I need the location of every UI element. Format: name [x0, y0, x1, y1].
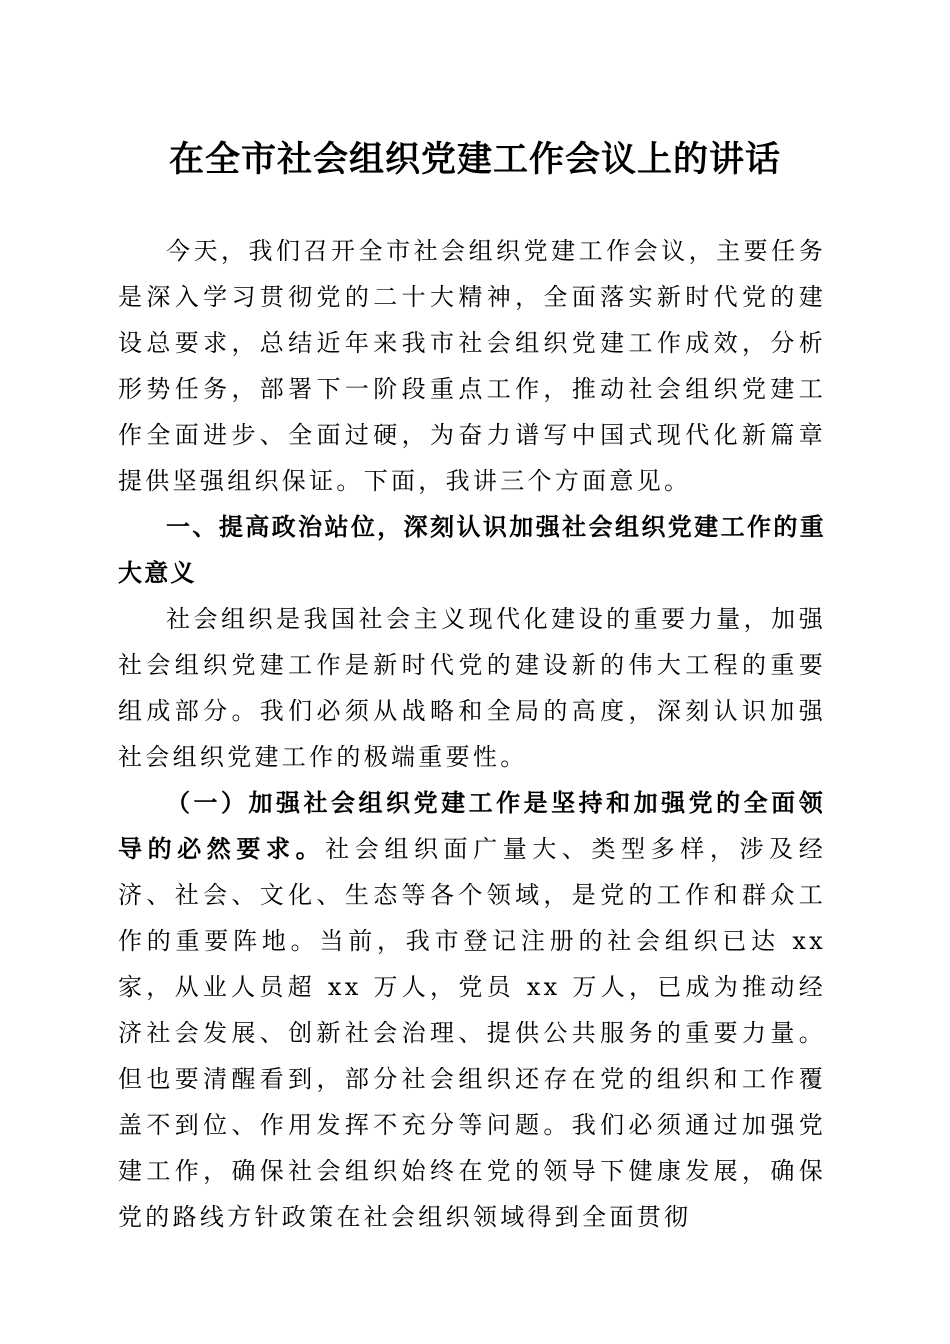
section-heading: 一、提高政治站位，深刻认识加强社会组织党建工作的重大意义: [118, 513, 826, 587]
document-title: 在全市社会组织党建工作会议上的讲话: [168, 140, 781, 180]
subsection-text: 社会组织面广量大、类型多样，涉及经济、社会、文化、生态等各个领域，是党的工作和群众工作的重要阵地。当前，我市登记注册的社会组织已达 xx 家，从业人员超 xx 万人，党员 xx 万人，已成为推动经济社会发展、创新社会治理、提供公共服务的重要力量。但也要清醒看到，部分社会组织还存在党的组织和工作覆盖不到位、作用发挥不充分等问题。我们必须通过加强党建工作，确保社会组织始终在党的领导下健康发展，确保党的路线方针政策在社会组织领域得到全面贯彻: [118, 835, 826, 1231]
document-body: [118, 228, 826, 1240]
section-paragraph: 社会组织是我国社会主义现代化建设的重要力量，加强社会组织党建工作是新时代党的建设新的伟大工程的重要组成部分。我们必须从战略和全局的高度，深刻认识加强社会组织党建工作的极端重要性。: [118, 605, 826, 771]
subsection-paragraph: [118, 780, 826, 1240]
intro-paragraph: 今天，我们召开全市社会组织党建工作会议，主要任务是深入学习贯彻党的二十大精神，全面落实新时代党的建设总要求，总结近年来我市社会组织党建工作成效，分析形势任务，部署下一阶段重点工作，推动社会组织党建工作全面进步、全面过硬，为奋力谱写中国式现代化新篇章提供坚强组织保证。下面，我讲三个方面意见。: [118, 237, 826, 495]
subsection-lead: （一）加强社会组织党建工作是坚持和加强党的全面领导的必然要求。: [118, 788, 826, 863]
